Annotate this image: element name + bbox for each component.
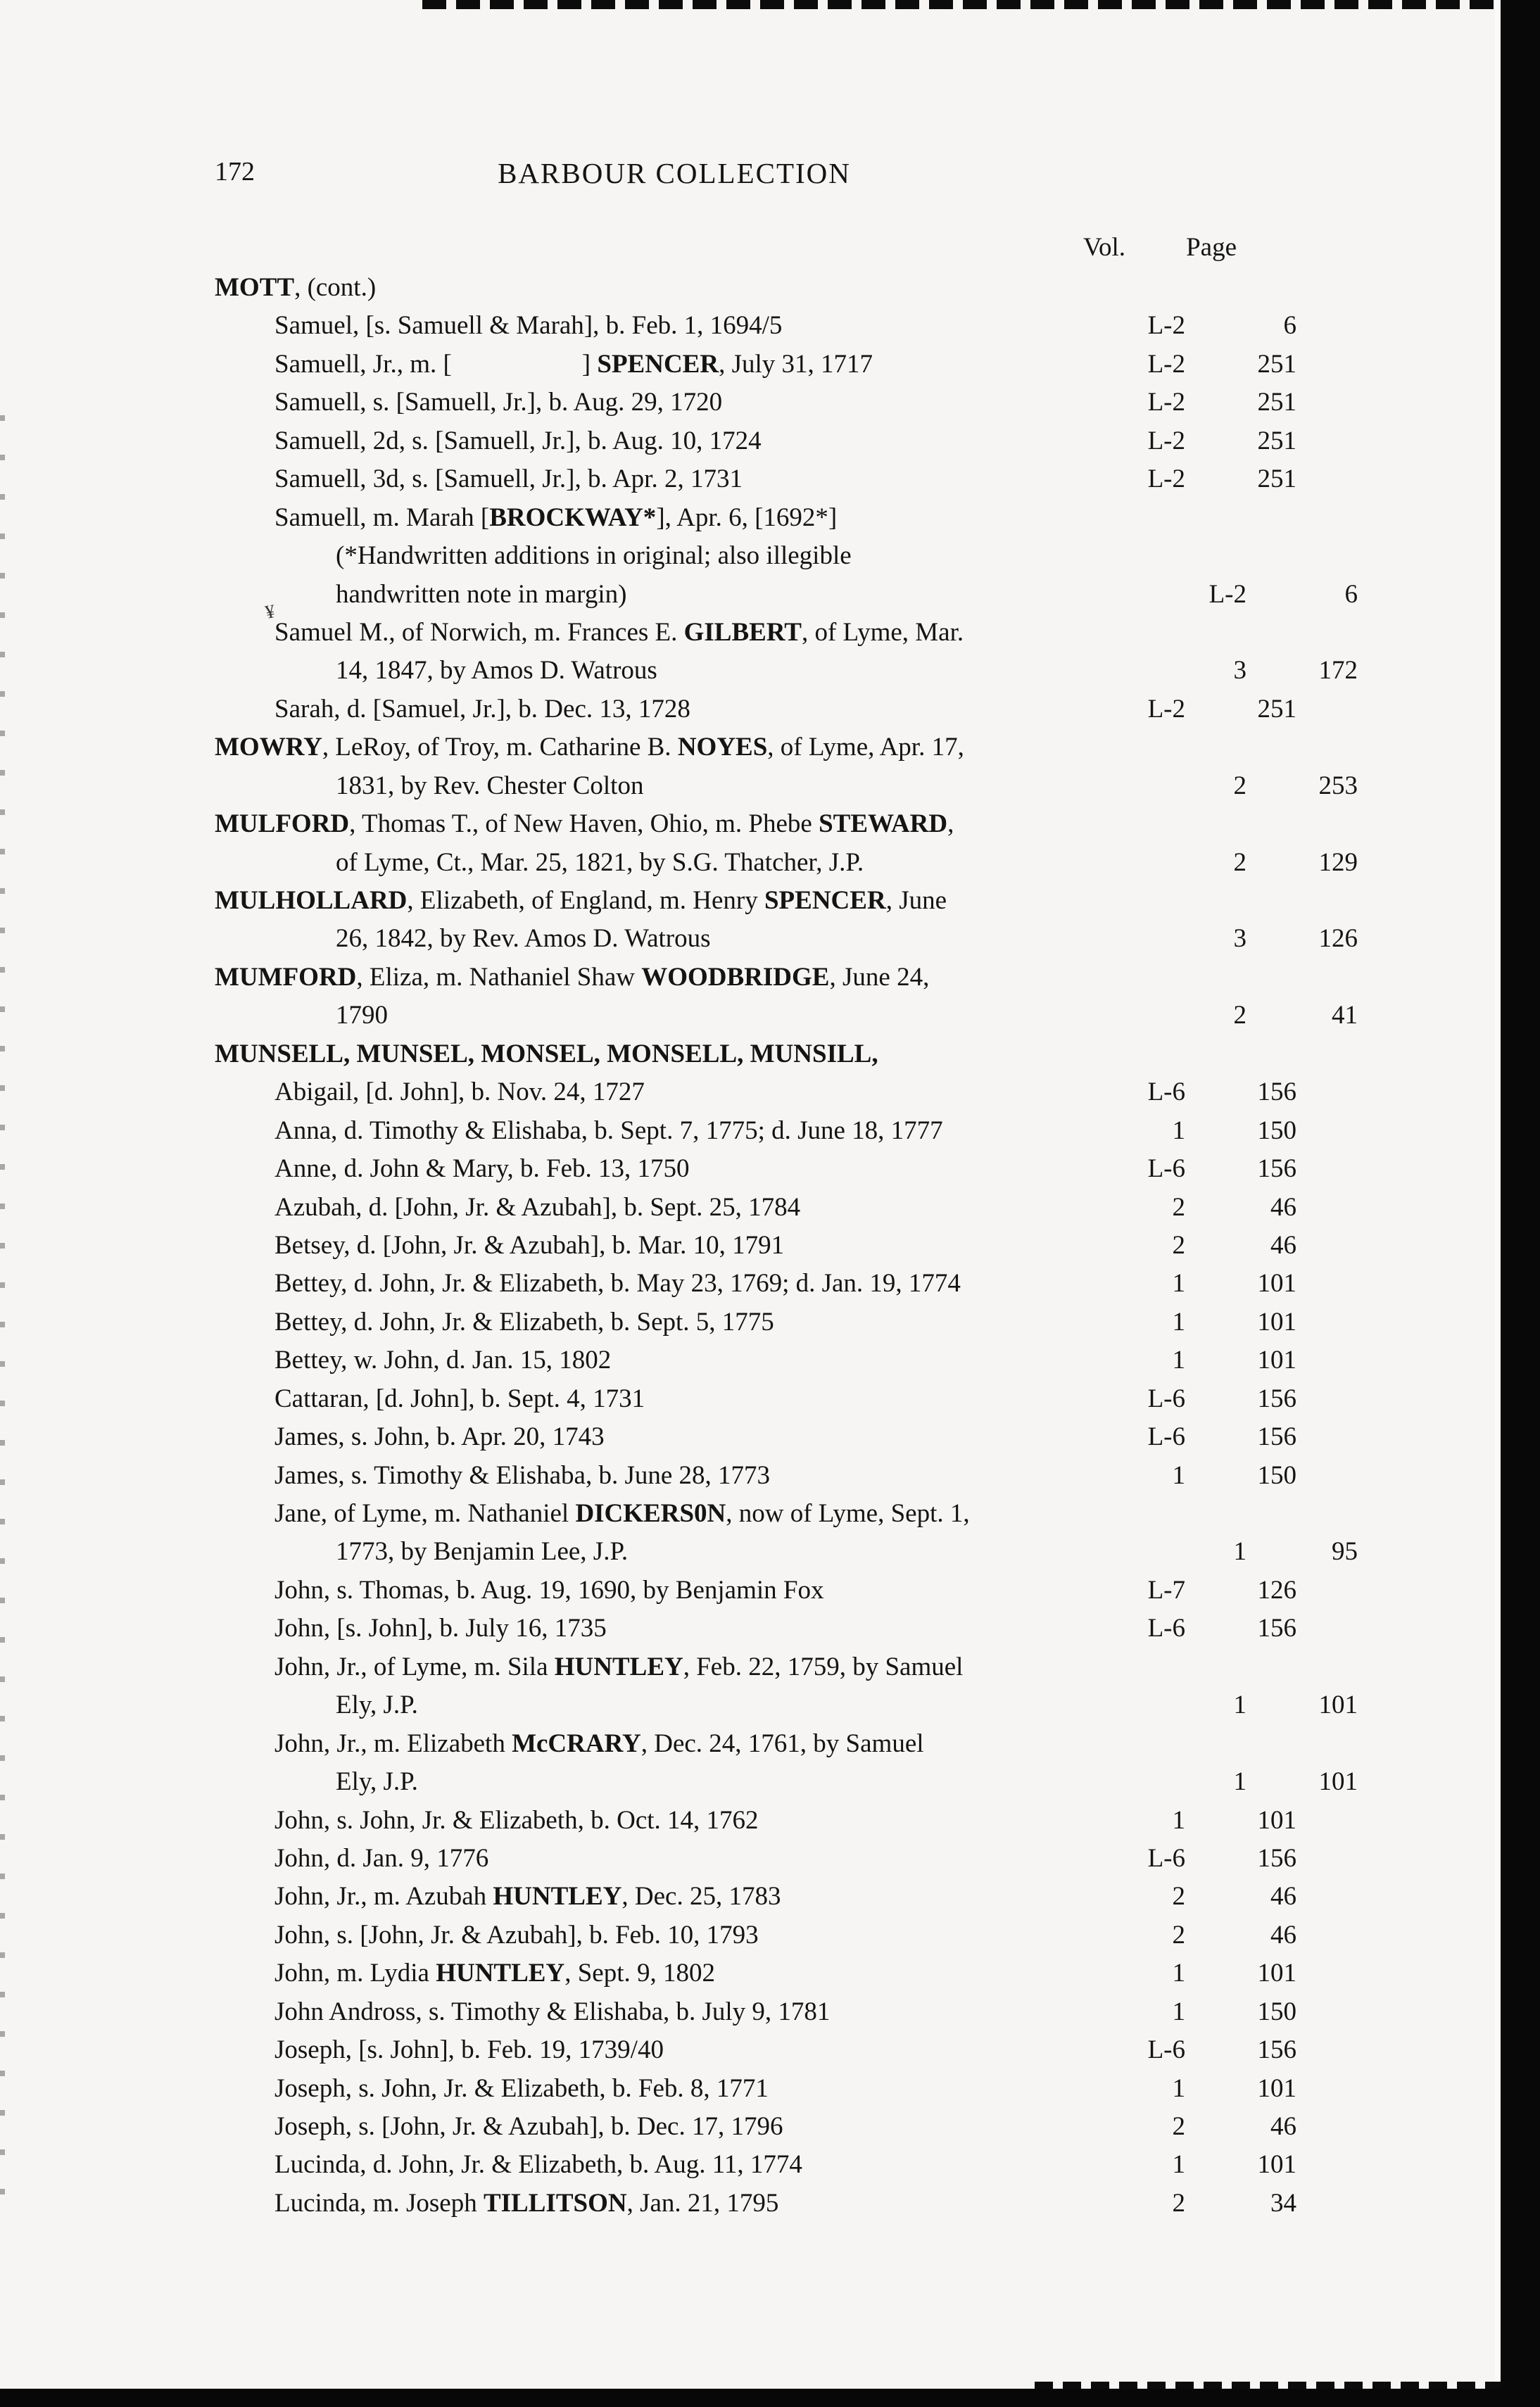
entry-page: 156 [1257, 1843, 1296, 1873]
entry-page: 6 [1283, 311, 1296, 341]
entry-row [215, 1916, 1296, 1954]
entry-text: Azubah, d. [John, Jr. & Azubah], b. Sept. 25, 1784 [274, 1192, 801, 1222]
entry-vol: L-6 [1147, 1078, 1185, 1107]
entry-page: 251 [1257, 694, 1296, 724]
entry-text: of Lyme, Ct., Mar. 25, 1821, by S.G. Thatcher, J.P. [336, 847, 864, 877]
entry-page: 150 [1257, 1116, 1296, 1145]
entry-vol: 1 [1172, 1959, 1185, 1988]
entry-page: 101 [1257, 1346, 1296, 1375]
entry-text: handwritten note in margin) [336, 579, 627, 609]
handwritten-mark: ¥ [263, 600, 277, 623]
entry-row [215, 767, 1358, 805]
entry-vol: L-6 [1147, 1422, 1185, 1452]
entry-text: Jane, of Lyme, m. Nathaniel DICKERS0N, now of Lyme, Sept. 1, [274, 1499, 970, 1528]
entry-vol: L-6 [1147, 1154, 1185, 1184]
entry-text: John, d. Jan. 9, 1776 [274, 1843, 489, 1873]
entry-vol: 1 [1172, 1460, 1185, 1490]
entry-row [215, 422, 1296, 460]
entry-page: 172 [1318, 656, 1358, 686]
entry-row [215, 499, 1237, 537]
entry-page: 251 [1257, 465, 1296, 494]
entry-text: Joseph, [s. John], b. Feb. 19, 1739/40 [274, 2035, 664, 2065]
entry-vol: 1 [1172, 1805, 1185, 1835]
entry-vol: L-2 [1147, 311, 1185, 341]
entries-list [215, 269, 1358, 2223]
entry-text: Abigail, [d. John], b. Nov. 24, 1727 [274, 1078, 645, 1107]
entry-text: 14, 1847, by Amos D. Watrous [336, 656, 657, 686]
entry-text: Samuell, 2d, s. [Samuell, Jr.], b. Aug. 10, 1724 [274, 426, 762, 455]
entry-page: 251 [1257, 426, 1296, 455]
entry-page: 101 [1257, 2073, 1296, 2103]
page-column-header: Page [1186, 233, 1237, 262]
entry-row [215, 1533, 1358, 1571]
entry-row [215, 1303, 1296, 1341]
entry-text: John, Jr., m. Elizabeth McCRARY, Dec. 24, 1761, by Samuel [274, 1729, 924, 1758]
entry-row [215, 537, 1237, 575]
entry-text: James, s. John, b. Apr. 20, 1743 [274, 1422, 605, 1452]
vol-column-header: Vol. [1083, 233, 1125, 262]
page-title: BARBOUR COLLECTION [498, 157, 851, 189]
entry-row [215, 2031, 1296, 2069]
entry-page: 156 [1257, 1384, 1296, 1413]
page-header [215, 156, 1237, 196]
entry-page: 126 [1257, 1575, 1296, 1605]
entry-row [215, 997, 1358, 1035]
entry-row [215, 1112, 1296, 1150]
entry-row [215, 2070, 1296, 2108]
entry-vol: 1 [1172, 1116, 1185, 1145]
entry-vol: 1 [1172, 1997, 1185, 2026]
entry-text: Samuell, m. Marah [BROCKWAY*], Apr. 6, [1692*] [274, 503, 838, 532]
entry-page: 251 [1257, 349, 1296, 379]
entry-row [215, 1227, 1296, 1265]
entry-vol: L-2 [1147, 426, 1185, 455]
entry-row [215, 920, 1358, 958]
entry-text: Ely, J.P. [336, 1691, 418, 1720]
entry-row [215, 460, 1296, 498]
entry-page: 34 [1270, 2188, 1296, 2218]
entry-row [215, 1150, 1296, 1188]
entry-vol: L-6 [1147, 1843, 1185, 1873]
entry-vol: 1 [1233, 1537, 1246, 1567]
entry-page: 251 [1257, 388, 1296, 417]
entry-text: Bettey, w. John, d. Jan. 15, 1802 [274, 1346, 612, 1375]
entry-text: Sarah, d. [Samuel, Jr.], b. Dec. 13, 1728 [274, 694, 690, 724]
entry-vol: 2 [1233, 1001, 1246, 1030]
entry-page: 253 [1318, 771, 1358, 800]
entry-row [215, 805, 1237, 843]
entry-page: 101 [1318, 1767, 1358, 1797]
entry-text: Lucinda, d. John, Jr. & Elizabeth, b. Aug. 11, 1774 [274, 2150, 802, 2180]
entry-text: Bettey, d. John, Jr. & Elizabeth, b. May 23, 1769; d. Jan. 19, 1774 [274, 1269, 961, 1299]
entry-vol: 1 [1172, 1307, 1185, 1337]
entry-page: 156 [1257, 1154, 1296, 1184]
entry-row [215, 307, 1296, 345]
bottom-scan-band [0, 2389, 1540, 2407]
entry-text: John, Jr., of Lyme, m. Sila HUNTLEY, Feb. 22, 1759, by Samuel [274, 1652, 964, 1681]
entry-row [215, 1686, 1358, 1724]
entry-row [215, 2108, 1296, 2146]
entry-row [215, 882, 1237, 920]
entry-row [215, 346, 1296, 384]
entry-row [215, 2146, 1296, 2184]
entry-row [215, 600, 1237, 652]
entry-vol: L-6 [1147, 2035, 1185, 2065]
entry-text: Anna, d. Timothy & Elishaba, b. Sept. 7, 1775; d. June 18, 1777 [274, 1116, 943, 1145]
entry-text: Anne, d. John & Mary, b. Feb. 13, 1750 [274, 1154, 690, 1184]
entry-page: 46 [1270, 1230, 1296, 1260]
entry-page: 101 [1257, 1805, 1296, 1835]
entry-row [215, 1418, 1296, 1456]
entry-page: 46 [1270, 2112, 1296, 2141]
entry-text: Betsey, d. [John, Jr. & Azubah], b. Mar. 10, 1791 [274, 1230, 785, 1260]
entry-vol: 2 [1172, 2188, 1185, 2218]
entry-vol: L-7 [1147, 1575, 1185, 1605]
entry-page: 41 [1332, 1001, 1358, 1030]
entry-row [215, 1725, 1237, 1763]
entry-page: 126 [1318, 924, 1358, 954]
entry-vol: 1 [1172, 2150, 1185, 2180]
entry-text: John, s. [John, Jr. & Azubah], b. Feb. 10, 1793 [274, 1920, 759, 1950]
entry-vol: L-2 [1147, 388, 1185, 417]
entry-text: MUNSELL, MUNSEL, MONSEL, MONSELL, MUNSILL, [215, 1039, 878, 1068]
entry-text: MOTT, (cont.) [215, 273, 377, 302]
entry-page: 95 [1332, 1537, 1358, 1567]
entry-row [215, 1457, 1296, 1495]
entry-page: 101 [1318, 1691, 1358, 1720]
entry-vol: 1 [1172, 1269, 1185, 1299]
entry-page: 6 [1344, 579, 1358, 609]
entry-row [215, 652, 1358, 690]
entry-vol: 2 [1172, 2112, 1185, 2141]
entry-text: John, Jr., m. Azubah HUNTLEY, Dec. 25, 1783 [274, 1882, 781, 1912]
entry-row [215, 2185, 1296, 2223]
entry-vol: 2 [1172, 1920, 1185, 1950]
entry-text: John, s. Thomas, b. Aug. 19, 1690, by Benjamin Fox [274, 1575, 824, 1605]
entry-row [215, 1035, 1237, 1073]
entry-vol: L-6 [1147, 1384, 1185, 1413]
entry-page: 156 [1257, 1614, 1296, 1643]
right-scan-gap [1495, 0, 1501, 2407]
entry-text: James, s. Timothy & Elishaba, b. June 28, 1773 [274, 1460, 771, 1490]
entry-row [215, 1954, 1296, 1992]
entry-row [215, 1265, 1296, 1303]
entry-page: 46 [1270, 1882, 1296, 1912]
entry-text: Ely, J.P. [336, 1767, 418, 1797]
entry-text: Samuel M., of Norwich, m. Frances E. GILBERT, of Lyme, Mar. ¥ [263, 600, 964, 647]
entry-vol: L-2 [1208, 579, 1246, 609]
entry-text: Bettey, d. John, Jr. & Elizabeth, b. Sept. 5, 1775 [274, 1307, 774, 1337]
entry-page: 101 [1257, 1959, 1296, 1988]
entry-text: Joseph, s. John, Jr. & Elizabeth, b. Feb. 8, 1771 [274, 2073, 769, 2103]
entry-vol: 2 [1172, 1882, 1185, 1912]
entry-text: MULHOLLARD, Elizabeth, of England, m. Henry SPENCER, June [215, 886, 947, 915]
entry-page: 156 [1257, 2035, 1296, 2065]
entry-text: MOWRY, LeRoy, of Troy, m. Catharine B. NOYES, of Lyme, Apr. 17, [215, 733, 964, 762]
column-headers [215, 232, 1237, 270]
entry-text: MUMFORD, Eliza, m. Nathaniel Shaw WOODBRIDGE, June 24, [215, 962, 930, 992]
entry-text: 1831, by Rev. Chester Colton [336, 771, 644, 800]
entry-page: 150 [1257, 1997, 1296, 2026]
entry-vol: 3 [1233, 656, 1246, 686]
entry-row [215, 1073, 1296, 1111]
entry-text: 1773, by Benjamin Lee, J.P. [336, 1537, 629, 1567]
entry-row [215, 1993, 1296, 2031]
entry-text: 26, 1842, by Rev. Amos D. Watrous [336, 924, 711, 954]
entry-row [215, 1495, 1237, 1533]
entry-row [215, 1341, 1296, 1379]
entry-row [215, 1802, 1296, 1840]
entry-vol: L-6 [1147, 1614, 1185, 1643]
entry-page: 156 [1257, 1078, 1296, 1107]
entry-page: 101 [1257, 1307, 1296, 1337]
entry-page: 101 [1257, 1269, 1296, 1299]
entry-row [215, 1610, 1296, 1648]
entry-text: Lucinda, m. Joseph TILLITSON, Jan. 21, 1795 [274, 2188, 779, 2218]
entry-page: 129 [1318, 847, 1358, 877]
entry-vol: 2 [1172, 1192, 1185, 1222]
top-scan-edge-marks [422, 0, 1501, 9]
entry-row [215, 269, 1237, 307]
entry-text: John, [s. John], b. July 16, 1735 [274, 1614, 607, 1643]
entry-vol: 2 [1233, 847, 1246, 877]
entry-vol: 2 [1233, 771, 1246, 800]
entry-vol: 2 [1172, 1230, 1185, 1260]
entry-text: MULFORD, Thomas T., of New Haven, Ohio, m. Phebe STEWARD, [215, 809, 954, 839]
entry-row [215, 728, 1237, 766]
entry-text: 1790 [336, 1001, 388, 1030]
entry-text: John Andross, s. Timothy & Elishaba, b. July 9, 1781 [274, 1997, 831, 2026]
entry-vol: L-2 [1147, 694, 1185, 724]
entry-text: John, m. Lydia HUNTLEY, Sept. 9, 1802 [274, 1959, 715, 1988]
entry-row [215, 1380, 1296, 1418]
entry-text: Samuell, s. [Samuell, Jr.], b. Aug. 29, 1720 [274, 388, 723, 417]
entry-vol: L-2 [1147, 349, 1185, 379]
entry-row [215, 1648, 1237, 1686]
right-scan-band [1501, 0, 1540, 2407]
entry-vol: 3 [1233, 924, 1246, 954]
entry-page: 156 [1257, 1422, 1296, 1452]
entry-row [215, 1763, 1358, 1801]
entry-row [215, 959, 1237, 997]
entry-page: 46 [1270, 1192, 1296, 1222]
entry-text: Samuell, 3d, s. [Samuell, Jr.], b. Apr. 2, 1731 [274, 465, 743, 494]
entry-vol: 1 [1172, 2073, 1185, 2103]
entry-text: Samuel, [s. Samuell & Marah], b. Feb. 1, 1694/5 [274, 311, 783, 341]
entry-row [215, 1189, 1296, 1227]
entry-vol: L-2 [1147, 465, 1185, 494]
entry-row [215, 576, 1358, 614]
left-binding-marks [0, 415, 5, 2224]
entry-row [215, 1572, 1296, 1610]
entry-text: Samuell, Jr., m. [ ] SPENCER, July 31, 1717 [274, 349, 873, 379]
entry-vol: 1 [1172, 1346, 1185, 1375]
entry-page: 46 [1270, 1920, 1296, 1950]
entry-text: John, s. John, Jr. & Elizabeth, b. Oct. 14, 1762 [274, 1805, 759, 1835]
entry-vol: 1 [1233, 1691, 1246, 1720]
entry-row [215, 1840, 1296, 1878]
entry-row [215, 1878, 1296, 1916]
entry-row [215, 384, 1296, 422]
page-number: 172 [215, 157, 255, 187]
entry-text: Joseph, s. [John, Jr. & Azubah], b. Dec. 17, 1796 [274, 2112, 783, 2141]
entry-page: 101 [1257, 2150, 1296, 2180]
entry-page: 150 [1257, 1460, 1296, 1490]
entry-text: Cattaran, [d. John], b. Sept. 4, 1731 [274, 1384, 645, 1413]
entry-vol: 1 [1233, 1767, 1246, 1797]
entry-row [215, 690, 1296, 728]
entry-row [215, 844, 1358, 882]
entry-text: (*Handwritten additions in original; also illegible [336, 541, 852, 571]
